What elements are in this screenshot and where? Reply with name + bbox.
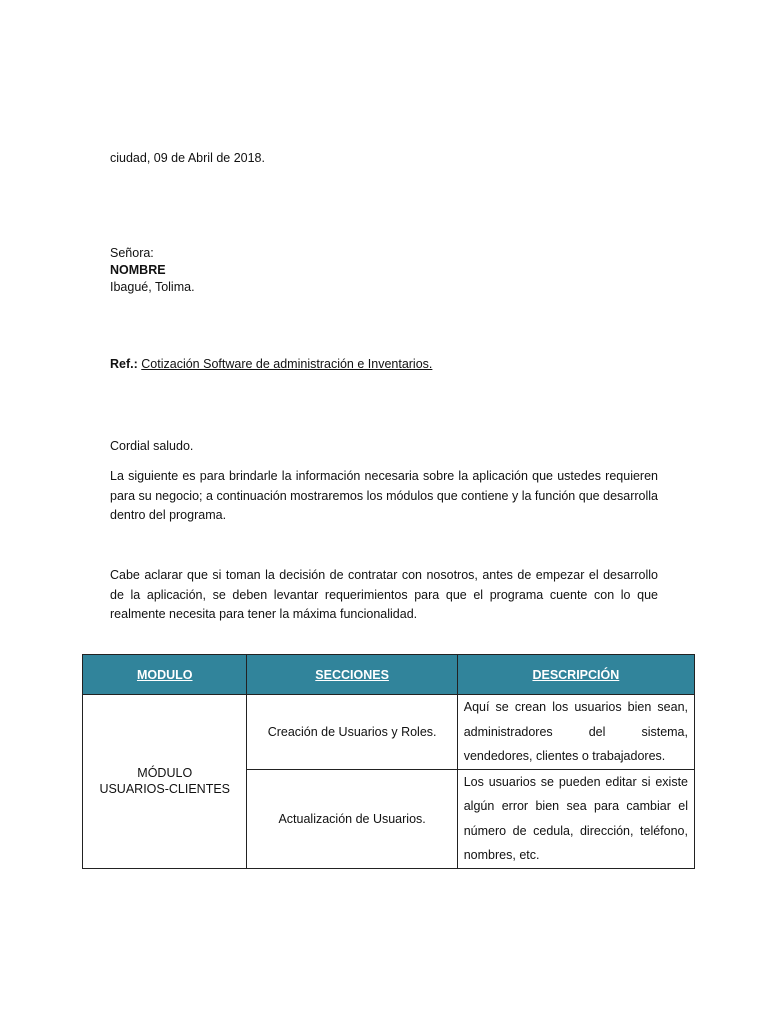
header-descripcion: DESCRIPCIÓN (457, 655, 694, 695)
greeting: Cordial saludo. (110, 439, 194, 453)
reference-subject: Cotización Software de administración e Inventarios. (141, 357, 433, 371)
header-secciones: SECCIONES (247, 655, 457, 695)
recipient-block (110, 245, 195, 296)
salutation-title: Señora: (110, 246, 154, 260)
reference-line (110, 357, 432, 371)
table-row (83, 695, 695, 770)
reference-label: Ref.: (110, 357, 138, 371)
recipient-name: NOMBRE (110, 263, 166, 277)
letter-date: ciudad, 09 de Abril de 2018. (110, 151, 265, 165)
clarification-paragraph: Cabe aclarar que si toman la decisión de contratar con nosotros, antes de empezar el desarrollo de la aplicación, se deben levantar requerimientos para que el programa cuente con lo que realmente necesita para tener la máxima funcionalidad. (110, 568, 658, 621)
table-header-row (83, 655, 695, 695)
module-name-line-2: USUARIOS-CLIENTES (99, 782, 231, 797)
description-cell: Aquí se crean los usuarios bien sean, administradores del sistema, vendedores, clientes o trabajadores. (457, 695, 694, 770)
recipient-city: Ibagué, Tolima. (110, 280, 195, 294)
module-name-cell (83, 695, 247, 869)
section-cell: Creación de Usuarios y Roles. (247, 695, 457, 770)
modules-table (82, 654, 695, 869)
module-name-line-1: MÓDULO (137, 766, 193, 781)
section-cell: Actualización de Usuarios. (247, 769, 457, 868)
header-modulo: MODULO (83, 655, 247, 695)
intro-paragraph: La siguiente es para brindarle la información necesaria sobre la aplicación que ustedes requieren para su negocio; a continuación mostraremos los módulos que contiene y la función que desarrolla dentro del programa. (110, 469, 658, 522)
description-cell: Los usuarios se pueden editar si existe algún error bien sea para cambiar el número de cedula, dirección, teléfono, nombres, etc. (457, 769, 694, 868)
